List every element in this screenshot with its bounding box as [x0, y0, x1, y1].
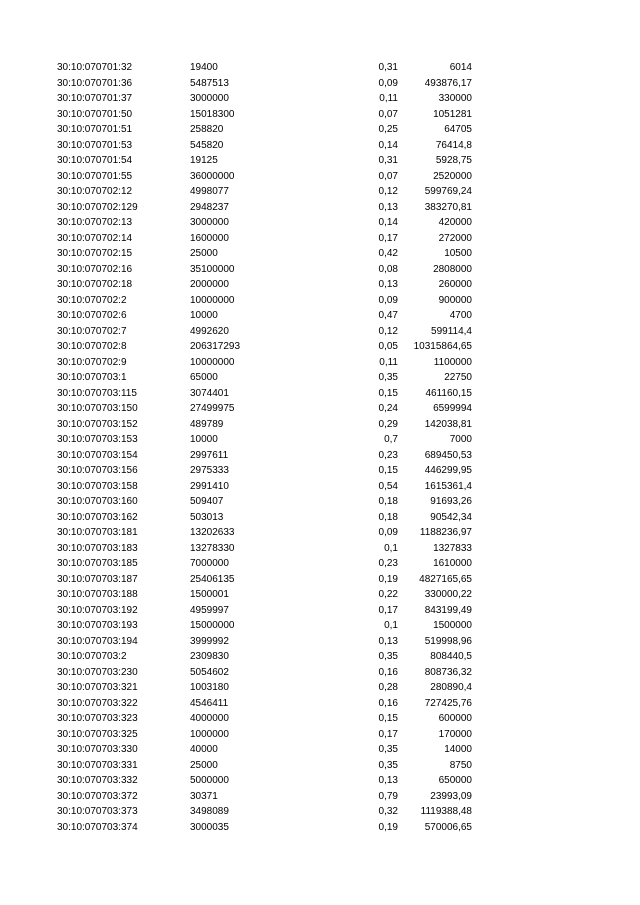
rate-cell: 0,22: [378, 589, 398, 600]
cadastral-number-cell: 30:10:070703:230: [57, 666, 138, 678]
rate-cell: 0,35: [378, 651, 398, 662]
rate-cell: 0,54: [378, 480, 398, 492]
rate-cell: 0,09: [378, 294, 398, 306]
rate-cell: 0,11: [379, 356, 398, 368]
value-cell: 489789: [190, 418, 224, 430]
table-row: [0, 649, 640, 665]
value-cell: 3999992: [190, 635, 229, 647]
rate-cell: 0,79: [378, 790, 398, 802]
amount-cell: 650000: [438, 775, 472, 786]
cadastral-number-cell: 30:10:070703:372: [57, 790, 138, 802]
table-row: [0, 184, 640, 200]
value-cell: 5000000: [190, 775, 229, 786]
rate-cell: 0,28: [378, 682, 398, 693]
cadastral-number-cell: 30:10:070703:323: [57, 713, 138, 724]
cadastral-number-cell: 30:10:070702:9: [57, 356, 127, 368]
cadastral-number-cell: 30:10:070701:50: [57, 108, 133, 120]
table-row: [0, 76, 640, 92]
cadastral-number-cell: 30:10:070703:150: [57, 403, 138, 414]
cadastral-number-cell: 30:10:070703:322: [57, 697, 138, 709]
rate-cell: 0,17: [378, 604, 398, 616]
cadastral-number-cell: 30:10:070703:153: [57, 434, 138, 445]
cadastral-number-cell: 30:10:070703:331: [57, 759, 138, 771]
amount-cell: 6599994: [433, 403, 472, 414]
table-row: [0, 618, 640, 634]
amount-cell: 493876,17: [424, 77, 472, 89]
amount-cell: 6014: [449, 62, 472, 73]
table-row: [0, 541, 640, 557]
table-row: [0, 107, 640, 123]
rate-cell: 0,16: [378, 666, 398, 678]
value-cell: 545820: [190, 139, 224, 151]
value-cell: 3000000: [190, 217, 229, 228]
value-cell: 10000: [190, 434, 218, 445]
table-row: [0, 215, 640, 231]
cadastral-number-cell: 30:10:070702:129: [57, 201, 138, 213]
amount-cell: 8750: [449, 759, 472, 771]
value-cell: 3498089: [190, 806, 229, 817]
table-row: [0, 789, 640, 805]
cadastral-number-cell: 30:10:070703:321: [57, 682, 138, 693]
cadastral-number-cell: 30:10:070703:183: [57, 542, 138, 554]
value-cell: 2309830: [190, 651, 229, 662]
table-row: [0, 246, 640, 262]
cadastral-number-cell: 30:10:070701:37: [57, 93, 133, 104]
amount-cell: 1188236,97: [419, 527, 472, 538]
value-cell: 4998077: [190, 186, 229, 197]
table-row: [0, 401, 640, 417]
value-cell: 5054602: [190, 666, 229, 678]
rate-cell: 0,23: [378, 558, 398, 569]
table-row: [0, 696, 640, 712]
amount-cell: 689450,53: [424, 449, 472, 461]
table-row: [0, 572, 640, 588]
rate-cell: 0,15: [378, 465, 398, 476]
value-cell: 4992620: [190, 325, 229, 337]
amount-cell: 727425,76: [424, 697, 472, 709]
cadastral-number-cell: 30:10:070703:154: [57, 449, 138, 461]
cadastral-number-cell: 30:10:070702:14: [57, 232, 133, 244]
value-cell: 2975333: [190, 465, 229, 476]
value-cell: 25406135: [190, 573, 235, 585]
cadastral-number-cell: 30:10:070703:374: [57, 821, 138, 833]
cadastral-number-cell: 30:10:070703:156: [57, 465, 138, 476]
rate-cell: 0,15: [378, 713, 398, 724]
table-row: [0, 727, 640, 743]
amount-cell: 10500: [444, 248, 472, 259]
value-cell: 509407: [190, 496, 224, 507]
amount-cell: 420000: [438, 217, 472, 228]
value-cell: 25000: [190, 759, 218, 771]
cadastral-number-cell: 30:10:070703:1: [57, 372, 127, 383]
rate-cell: 0,35: [378, 759, 398, 771]
value-cell: 3000000: [190, 93, 229, 104]
amount-cell: 1119388,48: [420, 806, 472, 817]
table-row: [0, 758, 640, 774]
amount-cell: 599769,24: [424, 186, 472, 197]
value-cell: 7000000: [190, 558, 229, 569]
cadastral-number-cell: 30:10:070703:194: [57, 635, 138, 647]
value-cell: 40000: [190, 744, 218, 755]
cadastral-number-cell: 30:10:070703:185: [57, 558, 138, 569]
table-row: [0, 153, 640, 169]
value-cell: 36000000: [190, 170, 235, 182]
rate-cell: 0,24: [378, 403, 398, 414]
amount-cell: 900000: [438, 294, 472, 306]
table-row: [0, 122, 640, 138]
rate-cell: 0,12: [378, 325, 398, 337]
table-row: [0, 355, 640, 371]
cadastral-number-cell: 30:10:070702:16: [57, 263, 133, 275]
amount-cell: 7000: [449, 434, 472, 445]
cadastral-number-cell: 30:10:070703:373: [57, 806, 138, 817]
table-row: [0, 556, 640, 572]
amount-cell: 4827165,65: [419, 573, 472, 585]
cadastral-number-cell: 30:10:070702:6: [57, 310, 127, 321]
cadastral-number-cell: 30:10:070702:8: [57, 341, 127, 352]
cadastral-number-cell: 30:10:070703:330: [57, 744, 138, 755]
rate-cell: 0,09: [378, 527, 398, 538]
cadastral-number-cell: 30:10:070702:7: [57, 325, 127, 337]
amount-cell: 10315864,65: [413, 341, 472, 352]
rate-cell: 0,13: [378, 775, 398, 786]
rate-cell: 0,47: [378, 310, 398, 321]
amount-cell: 91693,26: [430, 496, 472, 507]
rate-cell: 0,19: [378, 821, 398, 833]
rate-cell: 0,16: [378, 697, 398, 709]
cadastral-number-cell: 30:10:070702:13: [57, 217, 133, 228]
amount-cell: 808736,32: [424, 666, 472, 678]
value-cell: 2000000: [190, 279, 229, 290]
rate-cell: 0,15: [378, 387, 398, 399]
amount-cell: 4700: [449, 310, 472, 321]
value-cell: 15000000: [190, 620, 235, 631]
amount-cell: 76414,8: [435, 139, 472, 151]
amount-cell: 570006,65: [424, 821, 472, 833]
rate-cell: 0,35: [378, 372, 398, 383]
rate-cell: 0,11: [379, 93, 398, 104]
table-row: [0, 277, 640, 293]
amount-cell: 1051281: [433, 108, 472, 120]
cadastral-number-cell: 30:10:070703:192: [57, 604, 138, 616]
cadastral-number-cell: 30:10:070703:152: [57, 418, 138, 430]
cadastral-number-cell: 30:10:070703:162: [57, 511, 138, 523]
table-row: [0, 60, 640, 76]
amount-cell: 1610000: [433, 558, 472, 569]
table-row: [0, 820, 640, 836]
cadastral-number-cell: 30:10:070701:32: [57, 62, 133, 73]
value-cell: 25000: [190, 248, 218, 259]
amount-cell: 170000: [438, 728, 472, 740]
table-row: [0, 262, 640, 278]
table-row: [0, 525, 640, 541]
value-cell: 19400: [190, 62, 218, 73]
amount-cell: 1615361,4: [424, 480, 472, 492]
amount-cell: 600000: [438, 713, 472, 724]
cadastral-number-cell: 30:10:070701:55: [57, 170, 133, 182]
value-cell: 10000: [190, 310, 218, 321]
value-cell: 13278330: [190, 542, 235, 554]
amount-cell: 808440,5: [430, 651, 472, 662]
table-row: [0, 773, 640, 789]
value-cell: 2997611: [190, 449, 229, 461]
cadastral-number-cell: 30:10:070703:187: [57, 573, 138, 585]
table-row: [0, 510, 640, 526]
value-cell: 35100000: [190, 263, 235, 275]
rate-cell: 0,13: [378, 279, 398, 290]
rate-cell: 0,07: [378, 170, 398, 182]
rate-cell: 0,1: [384, 620, 398, 631]
rate-cell: 0,05: [378, 341, 398, 352]
value-cell: 27499975: [190, 403, 235, 414]
cadastral-number-cell: 30:10:070701:54: [57, 155, 133, 166]
amount-cell: 5928,75: [435, 155, 472, 166]
data-table: [0, 60, 640, 835]
table-row: [0, 634, 640, 650]
rate-cell: 0,17: [378, 232, 398, 244]
rate-cell: 0,42: [378, 248, 398, 259]
value-cell: 258820: [190, 124, 224, 135]
cadastral-number-cell: 30:10:070702:18: [57, 279, 133, 290]
amount-cell: 519998,96: [424, 635, 472, 647]
amount-cell: 280890,4: [430, 682, 472, 693]
value-cell: 65000: [190, 372, 218, 383]
value-cell: 206317293: [190, 341, 241, 352]
table-row: [0, 587, 640, 603]
rate-cell: 0,29: [378, 418, 398, 430]
rate-cell: 0,14: [378, 217, 398, 228]
cadastral-number-cell: 30:10:070703:188: [57, 589, 138, 600]
value-cell: 19125: [190, 155, 218, 166]
rate-cell: 0,18: [378, 511, 398, 523]
cadastral-number-cell: 30:10:070702:12: [57, 186, 133, 197]
table-row: [0, 711, 640, 727]
amount-cell: 14000: [444, 744, 472, 755]
value-cell: 4000000: [190, 713, 229, 724]
table-row: [0, 91, 640, 107]
value-cell: 3000035: [190, 821, 229, 833]
value-cell: 15018300: [190, 108, 235, 120]
cadastral-number-cell: 30:10:070701:51: [57, 124, 133, 135]
table-row: [0, 324, 640, 340]
table-row: [0, 463, 640, 479]
table-row: [0, 138, 640, 154]
amount-cell: 1500000: [433, 620, 472, 631]
rate-cell: 0,07: [378, 108, 398, 120]
amount-cell: 1327833: [433, 542, 472, 554]
amount-cell: 2520000: [433, 170, 472, 182]
table-row: [0, 742, 640, 758]
amount-cell: 142038,81: [424, 418, 472, 430]
cadastral-number-cell: 30:10:070703:158: [57, 480, 138, 492]
amount-cell: 383270,81: [424, 201, 472, 213]
value-cell: 2948237: [190, 201, 229, 213]
rate-cell: 0,09: [378, 77, 398, 89]
rate-cell: 0,31: [378, 155, 398, 166]
value-cell: 1003180: [190, 682, 229, 693]
amount-cell: 2808000: [433, 263, 472, 275]
cadastral-number-cell: 30:10:070703:332: [57, 775, 138, 786]
value-cell: 1000000: [190, 728, 229, 740]
cadastral-number-cell: 30:10:070703:115: [57, 387, 137, 399]
cadastral-number-cell: 30:10:070702:2: [57, 294, 127, 306]
rate-cell: 0,35: [378, 744, 398, 755]
amount-cell: 599114,4: [431, 325, 472, 337]
rate-cell: 0,32: [378, 806, 398, 817]
amount-cell: 843199,49: [424, 604, 472, 616]
value-cell: 503013: [190, 511, 224, 523]
cadastral-number-cell: 30:10:070703:160: [57, 496, 138, 507]
amount-cell: 90542,34: [430, 511, 472, 523]
cadastral-number-cell: 30:10:070701:36: [57, 77, 133, 89]
table-row: [0, 680, 640, 696]
table-row: [0, 308, 640, 324]
value-cell: 30371: [190, 790, 218, 802]
rate-cell: 0,1: [384, 542, 398, 554]
table-row: [0, 293, 640, 309]
amount-cell: 64705: [444, 124, 472, 135]
value-cell: 4546411: [190, 697, 229, 709]
table-row: [0, 231, 640, 247]
table-row: [0, 200, 640, 216]
value-cell: 10000000: [190, 356, 235, 368]
rate-cell: 0,19: [378, 573, 398, 585]
table-row: [0, 665, 640, 681]
value-cell: 10000000: [190, 294, 235, 306]
amount-cell: 461160,15: [425, 387, 472, 399]
amount-cell: 272000: [438, 232, 472, 244]
rate-cell: 0,25: [378, 124, 398, 135]
amount-cell: 260000: [438, 279, 472, 290]
table-row: [0, 339, 640, 355]
rate-cell: 0,13: [378, 201, 398, 213]
amount-cell: 22750: [444, 372, 472, 383]
amount-cell: 330000: [438, 93, 472, 104]
cadastral-number-cell: 30:10:070703:181: [57, 527, 138, 538]
table-row: [0, 386, 640, 402]
table-row: [0, 370, 640, 386]
value-cell: 4959997: [190, 604, 229, 616]
amount-cell: 23993,09: [430, 790, 472, 802]
cadastral-number-cell: 30:10:070701:53: [57, 139, 133, 151]
rate-cell: 0,13: [378, 635, 398, 647]
rate-cell: 0,18: [378, 496, 398, 507]
rate-cell: 0,23: [378, 449, 398, 461]
table-row: [0, 603, 640, 619]
value-cell: 13202633: [190, 527, 235, 538]
amount-cell: 330000,22: [424, 589, 472, 600]
value-cell: 5487513: [190, 77, 229, 89]
amount-cell: 446299,95: [424, 465, 472, 476]
rate-cell: 0,7: [384, 434, 398, 445]
cadastral-number-cell: 30:10:070703:325: [57, 728, 138, 740]
table-row: [0, 479, 640, 495]
table-row: [0, 169, 640, 185]
table-row: [0, 417, 640, 433]
rate-cell: 0,08: [378, 263, 398, 275]
value-cell: 1600000: [190, 232, 229, 244]
value-cell: 2991410: [190, 480, 229, 492]
rate-cell: 0,12: [378, 186, 398, 197]
table-row: [0, 432, 640, 448]
cadastral-number-cell: 30:10:070702:15: [57, 248, 133, 259]
rate-cell: 0,17: [378, 728, 398, 740]
value-cell: 3074401: [190, 387, 229, 399]
cadastral-number-cell: 30:10:070703:2: [57, 651, 127, 662]
table-row: [0, 494, 640, 510]
value-cell: 1500001: [190, 589, 229, 600]
table-row: [0, 804, 640, 820]
rate-cell: 0,31: [378, 62, 398, 73]
table-row: [0, 448, 640, 464]
cadastral-number-cell: 30:10:070703:193: [57, 620, 138, 631]
rate-cell: 0,14: [378, 139, 398, 151]
amount-cell: 1100000: [433, 356, 472, 368]
